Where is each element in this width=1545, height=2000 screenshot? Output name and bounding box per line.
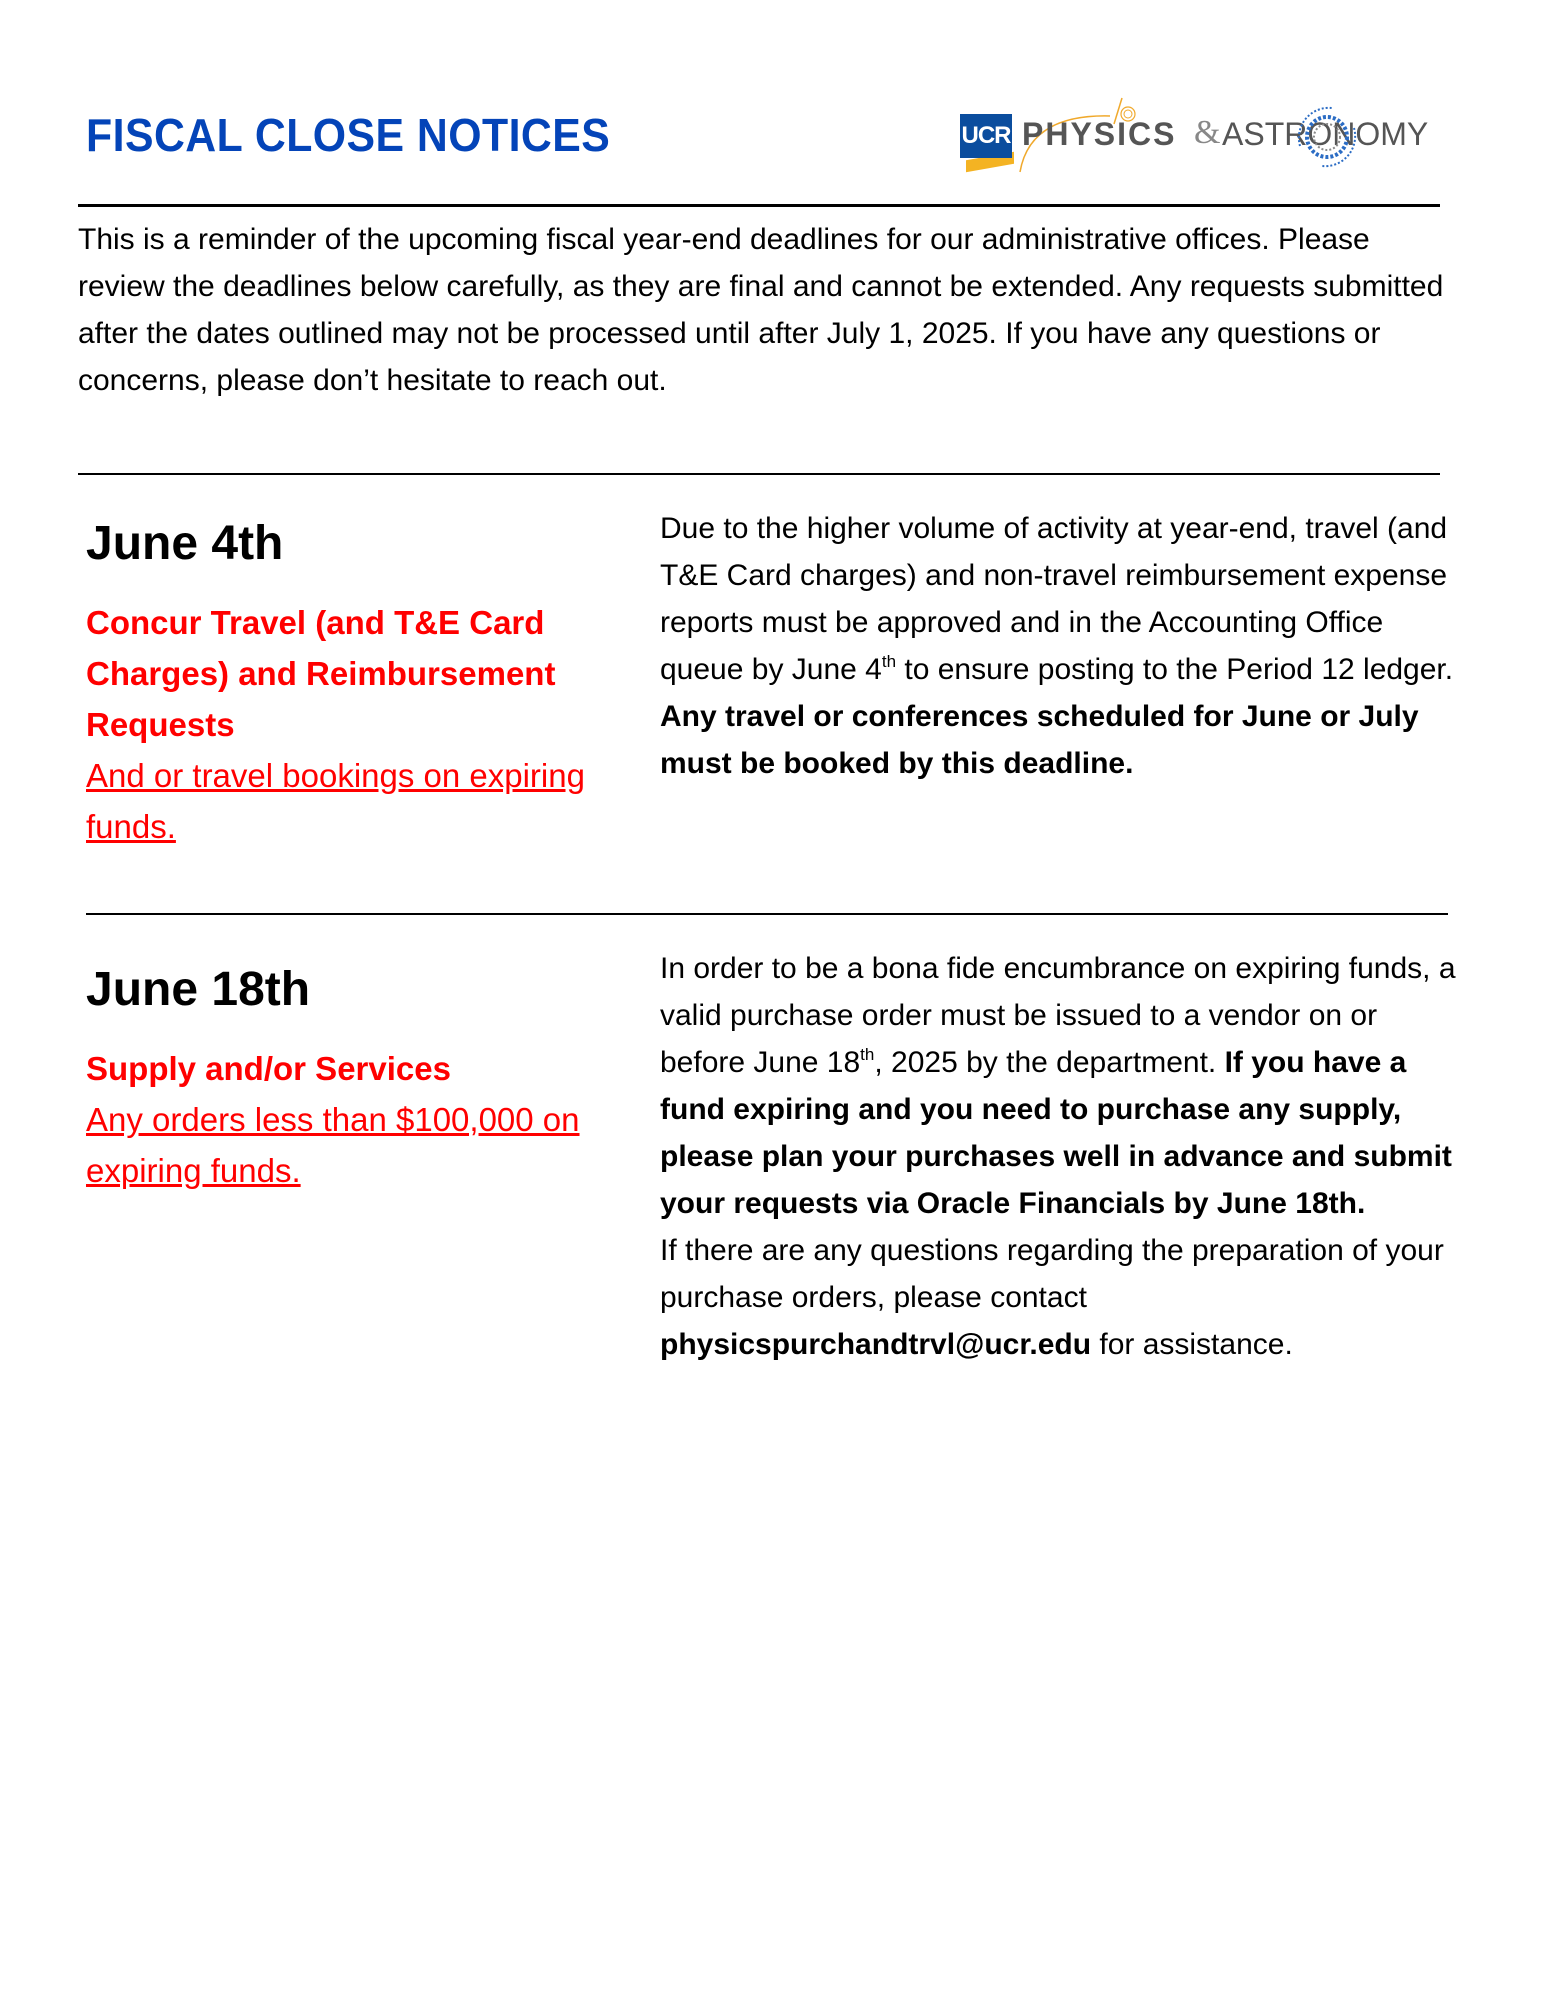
logo-word-physics: PHYSICS xyxy=(1022,116,1177,152)
deadline-description xyxy=(660,945,1460,1368)
deadline-scope: Any orders less than $100,000 on expiring funds. xyxy=(86,1101,580,1189)
deadline-date: June 18th xyxy=(86,963,311,1016)
header-divider xyxy=(78,204,1440,207)
galaxy-orbit-icon xyxy=(1292,102,1362,172)
contact-text: If there are any questions regarding the preparation of your purchase orders, please contact xyxy=(660,1234,1444,1314)
deadline-category: Concur Travel (and T&E Card Charges) and Reimbursement Requests xyxy=(86,604,556,743)
deadline-date: June 4th xyxy=(86,517,284,570)
logo-word-astronomy: ASTRONOMY xyxy=(1222,116,1429,152)
contact-email-link[interactable]: physicspurchandtrvl@ucr.edu xyxy=(660,1328,1092,1361)
intro-divider xyxy=(78,473,1440,475)
ucr-physics-astronomy-logo xyxy=(960,100,1440,170)
deadline-description xyxy=(660,505,1460,787)
deadline-category: Supply and/or Services xyxy=(86,1050,451,1087)
description-text-cont: , 2025 by the department. xyxy=(874,1046,1225,1079)
description-text: Due to the higher volume of activity at year-end, travel (and T&E Card charges) and non-travel reimbursement expense reports must be approved and in the Accounting Office queue by June 4 xyxy=(660,512,1448,686)
description-emphasis: If you have a fund expiring and you need to purchase any supply, please plan your purchases well in advance and submit your requests via Oracle Financials by June 18th. xyxy=(660,1046,1452,1220)
ucr-badge: UCR xyxy=(960,114,1012,158)
intro-paragraph: This is a reminder of the upcoming fiscal year-end deadlines for our administrative offices. Please review the deadlines below carefully, as they are final and cannot be extended. Any requests submitted after the dates outlined may not be processed until after July 1, 2025. If you have any questions or concerns, please don’t hesitate to reach out. xyxy=(78,223,1444,397)
description-text: In order to be a bona fide encumbrance on expiring funds, a valid purchase order must be issued to a vendor on or before June 18 xyxy=(660,952,1456,1079)
description-emphasis: Any travel or conferences scheduled for June or July must be booked by this deadline. xyxy=(660,700,1419,780)
contact-text-end: for assistance. xyxy=(1091,1328,1293,1361)
page-title: FISCAL CLOSE NOTICES xyxy=(86,109,611,161)
description-text-cont: to ensure posting to the Period 12 ledger. xyxy=(896,653,1454,686)
logo-ampersand: & xyxy=(1194,114,1221,151)
ordinal-suffix: th xyxy=(881,652,897,671)
section-divider xyxy=(86,913,1448,915)
deadline-scope: And or travel bookings on expiring funds. xyxy=(86,757,585,845)
ordinal-suffix: th xyxy=(860,1045,875,1064)
